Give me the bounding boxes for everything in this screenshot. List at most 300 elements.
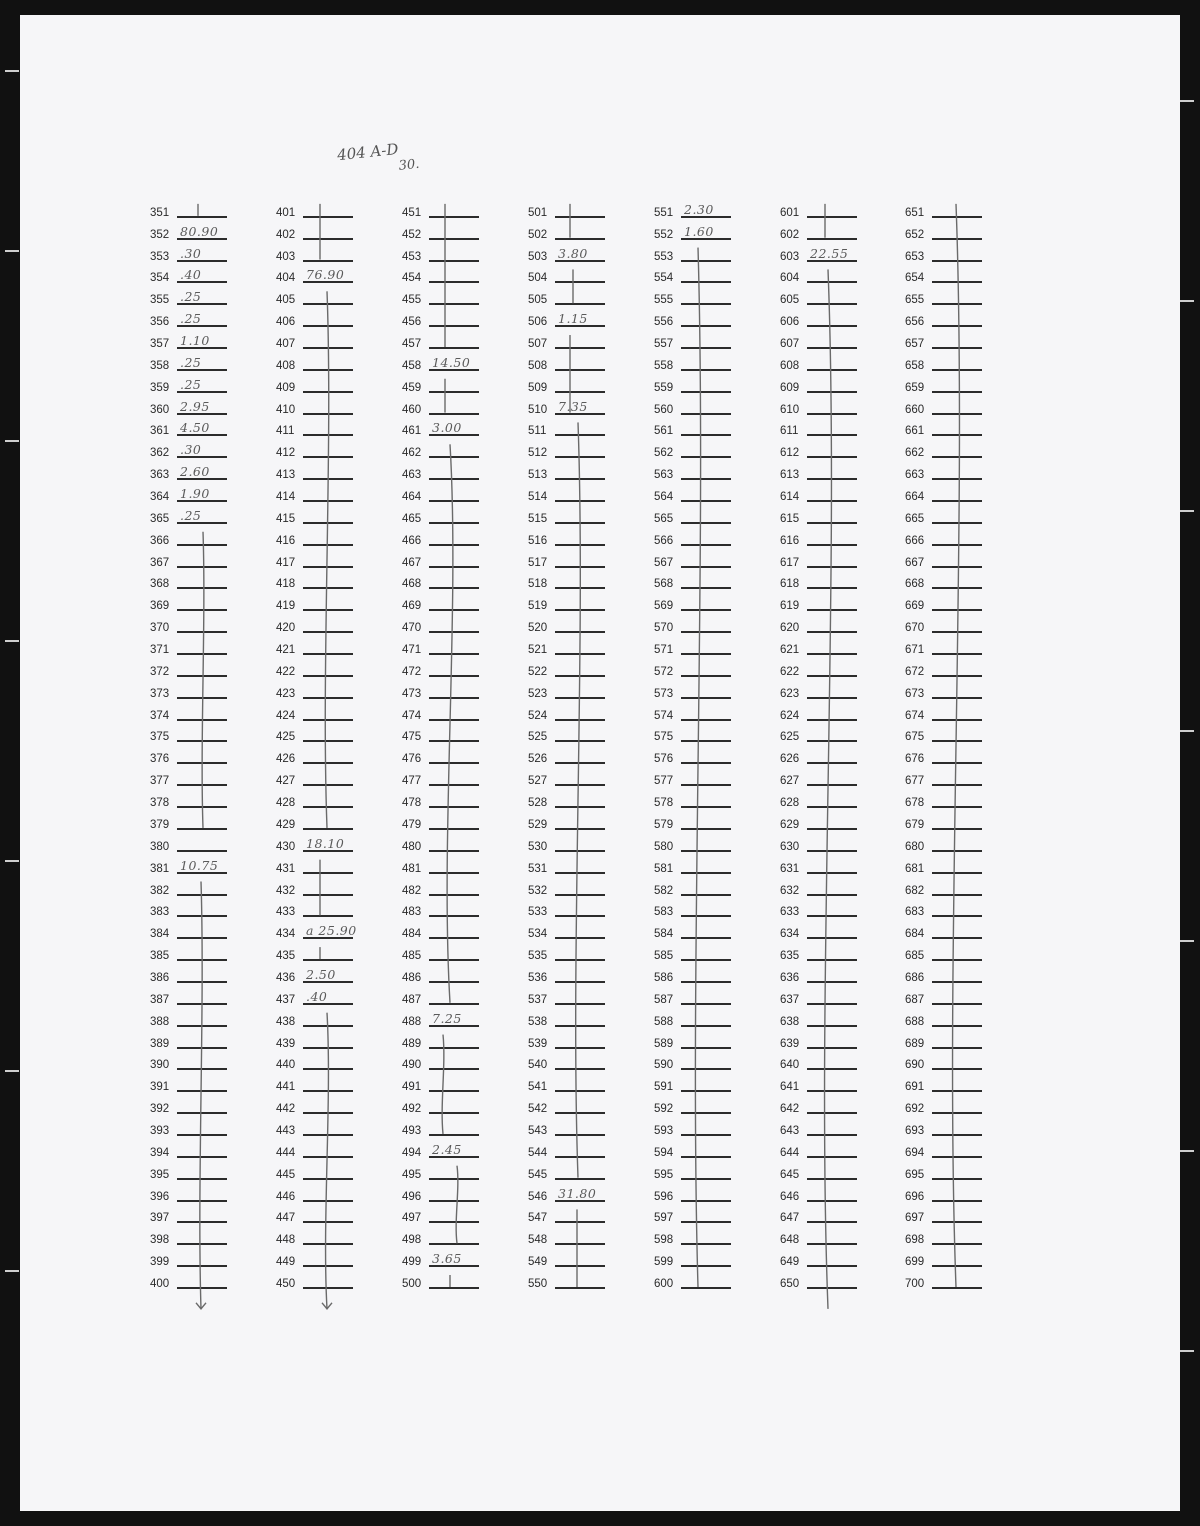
handwritten-amount: .25 bbox=[180, 354, 202, 370]
row-number: 507 bbox=[528, 338, 548, 351]
row-number: 522 bbox=[528, 665, 548, 678]
row-number: 460 bbox=[402, 403, 422, 416]
handwritten-amount: a 25.90 bbox=[306, 923, 357, 939]
pencil-stroke bbox=[825, 269, 832, 1308]
row-number: 661 bbox=[905, 425, 925, 438]
row-number: 675 bbox=[905, 731, 925, 744]
row-number: 634 bbox=[780, 928, 800, 941]
row-number: 519 bbox=[528, 600, 548, 613]
handwritten-amount: 31.80 bbox=[558, 1185, 597, 1201]
row-number: 659 bbox=[905, 381, 925, 394]
handwritten-amount: .25 bbox=[180, 311, 202, 327]
handwritten-amount: 2.30 bbox=[684, 201, 714, 217]
pencil-stroke bbox=[442, 1035, 444, 1134]
pencil-stroke bbox=[576, 422, 581, 1177]
row-number: 692 bbox=[905, 1103, 925, 1116]
row-number: 609 bbox=[780, 381, 800, 394]
row-number: 516 bbox=[528, 534, 548, 547]
row-number: 621 bbox=[780, 644, 800, 657]
row-number: 455 bbox=[402, 294, 422, 307]
row-number: 417 bbox=[276, 556, 296, 569]
row-number: 629 bbox=[780, 818, 800, 831]
row-number: 422 bbox=[276, 665, 296, 678]
row-number: 619 bbox=[780, 600, 800, 613]
row-number: 452 bbox=[402, 228, 422, 241]
row-number: 370 bbox=[150, 622, 170, 635]
background-grid-tick bbox=[1180, 1150, 1194, 1152]
row-number: 408 bbox=[276, 359, 296, 372]
row-number: 432 bbox=[276, 884, 296, 897]
row-number: 653 bbox=[905, 250, 925, 263]
background-grid-tick bbox=[1180, 510, 1194, 512]
row-number: 572 bbox=[654, 665, 674, 678]
handwritten-amount: .40 bbox=[180, 267, 202, 283]
row-number: 685 bbox=[905, 950, 925, 963]
row-number: 654 bbox=[905, 272, 925, 285]
row-number: 443 bbox=[276, 1124, 296, 1137]
row-number: 500 bbox=[402, 1277, 422, 1290]
row-number: 663 bbox=[905, 469, 925, 482]
row-number: 404 bbox=[276, 272, 296, 285]
row-number: 463 bbox=[402, 469, 422, 482]
row-number: 557 bbox=[654, 338, 674, 351]
handwritten-amount: 7.35 bbox=[558, 398, 588, 414]
row-number: 369 bbox=[150, 600, 170, 613]
row-number: 630 bbox=[780, 840, 800, 853]
row-number: 488 bbox=[402, 1015, 422, 1028]
row-number: 591 bbox=[654, 1081, 674, 1094]
row-number: 568 bbox=[654, 578, 674, 591]
row-number: 642 bbox=[780, 1103, 800, 1116]
row-number: 458 bbox=[402, 359, 422, 372]
row-number: 502 bbox=[528, 228, 548, 241]
margin-note-line2: 30. bbox=[397, 156, 421, 174]
row-number: 561 bbox=[654, 425, 674, 438]
row-number: 354 bbox=[150, 272, 170, 285]
row-number: 446 bbox=[276, 1190, 296, 1203]
row-number: 622 bbox=[780, 665, 800, 678]
row-number: 700 bbox=[905, 1277, 925, 1290]
row-number: 428 bbox=[276, 797, 296, 810]
row-number: 486 bbox=[402, 971, 422, 984]
row-number: 565 bbox=[654, 512, 674, 525]
row-number: 688 bbox=[905, 1015, 925, 1028]
row-number: 462 bbox=[402, 447, 422, 460]
row-number: 586 bbox=[654, 971, 674, 984]
row-number: 541 bbox=[528, 1081, 548, 1094]
row-number: 506 bbox=[528, 316, 548, 329]
row-number: 457 bbox=[402, 338, 422, 351]
row-number: 520 bbox=[528, 622, 548, 635]
handwritten-amount: .25 bbox=[180, 376, 202, 392]
row-number: 386 bbox=[150, 971, 170, 984]
row-number: 357 bbox=[150, 338, 170, 351]
row-number: 645 bbox=[780, 1168, 800, 1181]
row-number: 679 bbox=[905, 818, 925, 831]
row-number: 641 bbox=[780, 1081, 800, 1094]
row-number: 574 bbox=[654, 709, 674, 722]
row-number: 616 bbox=[780, 534, 800, 547]
row-number: 521 bbox=[528, 644, 548, 657]
row-number: 658 bbox=[905, 359, 925, 372]
row-number: 698 bbox=[905, 1234, 925, 1247]
handwritten-amount: 3.65 bbox=[432, 1251, 462, 1267]
row-number: 599 bbox=[654, 1256, 674, 1269]
row-number: 485 bbox=[402, 950, 422, 963]
pencil-continuation-marks bbox=[20, 15, 1180, 1511]
row-number: 684 bbox=[905, 928, 925, 941]
row-number: 469 bbox=[402, 600, 422, 613]
row-number: 470 bbox=[402, 622, 422, 635]
row-number: 556 bbox=[654, 316, 674, 329]
row-number: 536 bbox=[528, 971, 548, 984]
row-number: 665 bbox=[905, 512, 925, 525]
row-number: 403 bbox=[276, 250, 296, 263]
row-number: 650 bbox=[780, 1277, 800, 1290]
row-number: 527 bbox=[528, 775, 548, 788]
row-number: 547 bbox=[528, 1212, 548, 1225]
row-number: 553 bbox=[654, 250, 674, 263]
handwritten-amount: 2.95 bbox=[180, 398, 210, 414]
row-number: 662 bbox=[905, 447, 925, 460]
row-number: 623 bbox=[780, 687, 800, 700]
row-number: 626 bbox=[780, 753, 800, 766]
handwritten-amount: 14.50 bbox=[432, 354, 471, 370]
row-number: 405 bbox=[276, 294, 296, 307]
row-number: 587 bbox=[654, 993, 674, 1006]
row-number: 424 bbox=[276, 709, 296, 722]
row-number: 573 bbox=[654, 687, 674, 700]
row-number: 673 bbox=[905, 687, 925, 700]
row-number: 528 bbox=[528, 797, 548, 810]
row-number: 490 bbox=[402, 1059, 422, 1072]
row-number: 530 bbox=[528, 840, 548, 853]
row-number: 449 bbox=[276, 1256, 296, 1269]
background-grid-tick bbox=[5, 1270, 19, 1272]
row-number: 501 bbox=[528, 206, 548, 219]
row-number: 395 bbox=[150, 1168, 170, 1181]
row-number: 671 bbox=[905, 644, 925, 657]
handwritten-amount: 2.50 bbox=[306, 966, 336, 982]
row-number: 531 bbox=[528, 862, 548, 875]
row-number: 582 bbox=[654, 884, 674, 897]
row-number: 580 bbox=[654, 840, 674, 853]
row-number: 439 bbox=[276, 1037, 296, 1050]
row-number: 450 bbox=[276, 1277, 296, 1290]
background-grid-tick bbox=[1180, 940, 1194, 942]
row-number: 402 bbox=[276, 228, 296, 241]
row-number: 567 bbox=[654, 556, 674, 569]
row-number: 397 bbox=[150, 1212, 170, 1225]
row-number: 503 bbox=[528, 250, 548, 263]
row-number: 492 bbox=[402, 1103, 422, 1116]
row-number: 615 bbox=[780, 512, 800, 525]
row-number: 425 bbox=[276, 731, 296, 744]
row-number: 607 bbox=[780, 338, 800, 351]
row-number: 603 bbox=[780, 250, 800, 263]
handwritten-amount: .30 bbox=[180, 442, 202, 458]
row-number: 373 bbox=[150, 687, 170, 700]
row-number: 601 bbox=[780, 206, 800, 219]
background-grid-tick bbox=[5, 70, 19, 72]
pencil-stroke bbox=[695, 248, 700, 1287]
row-number: 429 bbox=[276, 818, 296, 831]
row-number: 420 bbox=[276, 622, 296, 635]
background-grid-tick bbox=[5, 640, 19, 642]
row-number: 382 bbox=[150, 884, 170, 897]
row-number: 504 bbox=[528, 272, 548, 285]
row-number: 456 bbox=[402, 316, 422, 329]
pencil-stroke bbox=[202, 532, 204, 828]
handwritten-amount: 2.45 bbox=[432, 1141, 462, 1157]
row-number: 617 bbox=[780, 556, 800, 569]
row-number: 633 bbox=[780, 906, 800, 919]
row-number: 686 bbox=[905, 971, 925, 984]
row-number: 399 bbox=[150, 1256, 170, 1269]
row-number: 656 bbox=[905, 316, 925, 329]
row-number: 453 bbox=[402, 250, 422, 263]
row-number: 409 bbox=[276, 381, 296, 394]
row-number: 472 bbox=[402, 665, 422, 678]
row-number: 513 bbox=[528, 469, 548, 482]
row-number: 539 bbox=[528, 1037, 548, 1050]
row-number: 436 bbox=[276, 971, 296, 984]
row-number: 576 bbox=[654, 753, 674, 766]
row-number: 498 bbox=[402, 1234, 422, 1247]
row-number: 651 bbox=[905, 206, 925, 219]
row-number: 473 bbox=[402, 687, 422, 700]
row-number: 385 bbox=[150, 950, 170, 963]
handwritten-amount: 18.10 bbox=[306, 835, 345, 851]
row-number: 441 bbox=[276, 1081, 296, 1094]
row-number: 611 bbox=[780, 425, 799, 438]
row-number: 468 bbox=[402, 578, 422, 591]
row-number: 699 bbox=[905, 1256, 925, 1269]
row-number: 543 bbox=[528, 1124, 548, 1137]
row-number: 690 bbox=[905, 1059, 925, 1072]
row-number: 545 bbox=[528, 1168, 548, 1181]
row-number: 384 bbox=[150, 928, 170, 941]
row-number: 670 bbox=[905, 622, 925, 635]
row-number: 608 bbox=[780, 359, 800, 372]
row-number: 377 bbox=[150, 775, 170, 788]
row-number: 438 bbox=[276, 1015, 296, 1028]
row-number: 655 bbox=[905, 294, 925, 307]
row-number: 649 bbox=[780, 1256, 800, 1269]
row-number: 632 bbox=[780, 884, 800, 897]
handwritten-amount: 1.15 bbox=[558, 311, 588, 327]
row-number: 595 bbox=[654, 1168, 674, 1181]
row-number: 598 bbox=[654, 1234, 674, 1247]
row-number: 566 bbox=[654, 534, 674, 547]
row-number: 631 bbox=[780, 862, 800, 875]
row-number: 551 bbox=[654, 206, 674, 219]
row-number: 683 bbox=[905, 906, 925, 919]
row-number: 689 bbox=[905, 1037, 925, 1050]
row-number: 638 bbox=[780, 1015, 800, 1028]
row-number: 693 bbox=[905, 1124, 925, 1137]
row-number: 368 bbox=[150, 578, 170, 591]
row-number: 669 bbox=[905, 600, 925, 613]
row-number: 398 bbox=[150, 1234, 170, 1247]
row-number: 562 bbox=[654, 447, 674, 460]
handwritten-amount: 3.00 bbox=[432, 420, 462, 436]
row-number: 454 bbox=[402, 272, 422, 285]
row-number: 526 bbox=[528, 753, 548, 766]
row-number: 396 bbox=[150, 1190, 170, 1203]
row-number: 416 bbox=[276, 534, 296, 547]
row-number: 360 bbox=[150, 403, 170, 416]
row-number: 505 bbox=[528, 294, 548, 307]
row-number: 415 bbox=[276, 512, 296, 525]
row-number: 419 bbox=[276, 600, 296, 613]
row-number: 418 bbox=[276, 578, 296, 591]
row-number: 613 bbox=[780, 469, 800, 482]
background-grid-tick bbox=[5, 860, 19, 862]
row-number: 647 bbox=[780, 1212, 800, 1225]
handwritten-amount: 1.60 bbox=[684, 223, 714, 239]
row-number: 426 bbox=[276, 753, 296, 766]
row-number: 604 bbox=[780, 272, 800, 285]
row-number: 668 bbox=[905, 578, 925, 591]
row-number: 646 bbox=[780, 1190, 800, 1203]
row-number: 678 bbox=[905, 797, 925, 810]
row-number: 400 bbox=[150, 1277, 170, 1290]
row-number: 625 bbox=[780, 731, 800, 744]
row-number: 585 bbox=[654, 950, 674, 963]
row-number: 491 bbox=[402, 1081, 422, 1094]
background-grid-tick bbox=[5, 1070, 19, 1072]
row-number: 413 bbox=[276, 469, 296, 482]
row-number: 637 bbox=[780, 993, 800, 1006]
row-number: 696 bbox=[905, 1190, 925, 1203]
handwritten-amount: 10.75 bbox=[180, 857, 219, 873]
row-number: 489 bbox=[402, 1037, 422, 1050]
row-number: 509 bbox=[528, 381, 548, 394]
row-number: 558 bbox=[654, 359, 674, 372]
row-number: 476 bbox=[402, 753, 422, 766]
row-number: 359 bbox=[150, 381, 170, 394]
row-number: 467 bbox=[402, 556, 422, 569]
row-number: 564 bbox=[654, 491, 674, 504]
row-number: 394 bbox=[150, 1146, 170, 1159]
row-number: 427 bbox=[276, 775, 296, 788]
row-number: 579 bbox=[654, 818, 674, 831]
row-number: 423 bbox=[276, 687, 296, 700]
row-number: 597 bbox=[654, 1212, 674, 1225]
row-number: 635 bbox=[780, 950, 800, 963]
row-number: 548 bbox=[528, 1234, 548, 1247]
row-number: 592 bbox=[654, 1103, 674, 1116]
row-number: 366 bbox=[150, 534, 170, 547]
handwritten-amount: 1.10 bbox=[180, 333, 210, 349]
row-number: 411 bbox=[276, 425, 295, 438]
row-number: 410 bbox=[276, 403, 296, 416]
row-number: 479 bbox=[402, 818, 422, 831]
row-number: 600 bbox=[654, 1277, 674, 1290]
row-number: 497 bbox=[402, 1212, 422, 1225]
row-number: 648 bbox=[780, 1234, 800, 1247]
row-number: 484 bbox=[402, 928, 422, 941]
row-number: 511 bbox=[528, 425, 547, 438]
row-number: 581 bbox=[654, 862, 674, 875]
handwritten-amount: .25 bbox=[180, 507, 202, 523]
handwritten-amount: .25 bbox=[180, 289, 202, 305]
row-number: 594 bbox=[654, 1146, 674, 1159]
handwritten-amount: 1.90 bbox=[180, 486, 210, 502]
row-number: 367 bbox=[150, 556, 170, 569]
row-number: 639 bbox=[780, 1037, 800, 1050]
row-number: 379 bbox=[150, 818, 170, 831]
background-grid-tick bbox=[1180, 100, 1194, 102]
row-number: 644 bbox=[780, 1146, 800, 1159]
row-number: 667 bbox=[905, 556, 925, 569]
row-number: 435 bbox=[276, 950, 296, 963]
row-number: 406 bbox=[276, 316, 296, 329]
row-number: 523 bbox=[528, 687, 548, 700]
row-number: 593 bbox=[654, 1124, 674, 1137]
background-grid-tick bbox=[1180, 300, 1194, 302]
row-number: 352 bbox=[150, 228, 170, 241]
row-number: 672 bbox=[905, 665, 925, 678]
row-number: 640 bbox=[780, 1059, 800, 1072]
row-number: 466 bbox=[402, 534, 422, 547]
row-number: 515 bbox=[528, 512, 548, 525]
row-number: 560 bbox=[654, 403, 674, 416]
row-number: 374 bbox=[150, 709, 170, 722]
row-number: 538 bbox=[528, 1015, 548, 1028]
row-number: 371 bbox=[150, 644, 170, 657]
handwritten-amount: .40 bbox=[306, 988, 328, 1004]
row-number: 378 bbox=[150, 797, 170, 810]
row-number: 559 bbox=[654, 381, 674, 394]
row-number: 614 bbox=[780, 491, 800, 504]
pencil-stroke bbox=[456, 1166, 458, 1244]
row-number: 569 bbox=[654, 600, 674, 613]
row-number: 494 bbox=[402, 1146, 422, 1159]
row-number: 434 bbox=[276, 928, 296, 941]
row-number: 459 bbox=[402, 381, 422, 394]
row-number: 694 bbox=[905, 1146, 925, 1159]
row-number: 471 bbox=[402, 644, 422, 657]
row-number: 628 bbox=[780, 797, 800, 810]
handwritten-amount: 4.50 bbox=[180, 420, 210, 436]
row-number: 596 bbox=[654, 1190, 674, 1203]
row-number: 695 bbox=[905, 1168, 925, 1181]
row-number: 496 bbox=[402, 1190, 422, 1203]
row-number: 532 bbox=[528, 884, 548, 897]
pencil-stroke bbox=[325, 291, 328, 828]
row-number: 483 bbox=[402, 906, 422, 919]
row-number: 577 bbox=[654, 775, 674, 788]
row-number: 361 bbox=[150, 425, 170, 438]
row-number: 681 bbox=[905, 862, 925, 875]
row-number: 431 bbox=[276, 862, 296, 875]
row-number: 518 bbox=[528, 578, 548, 591]
row-number: 546 bbox=[528, 1190, 548, 1203]
background-grid-tick bbox=[1180, 1350, 1194, 1352]
handwritten-amount: 3.80 bbox=[558, 245, 588, 261]
pencil-stroke bbox=[326, 1013, 329, 1309]
row-number: 537 bbox=[528, 993, 548, 1006]
row-number: 588 bbox=[654, 1015, 674, 1028]
background-grid-tick bbox=[1180, 730, 1194, 732]
row-number: 514 bbox=[528, 491, 548, 504]
row-number: 544 bbox=[528, 1146, 548, 1159]
row-number: 512 bbox=[528, 447, 548, 460]
row-number: 381 bbox=[150, 862, 170, 875]
row-number: 499 bbox=[402, 1256, 422, 1269]
